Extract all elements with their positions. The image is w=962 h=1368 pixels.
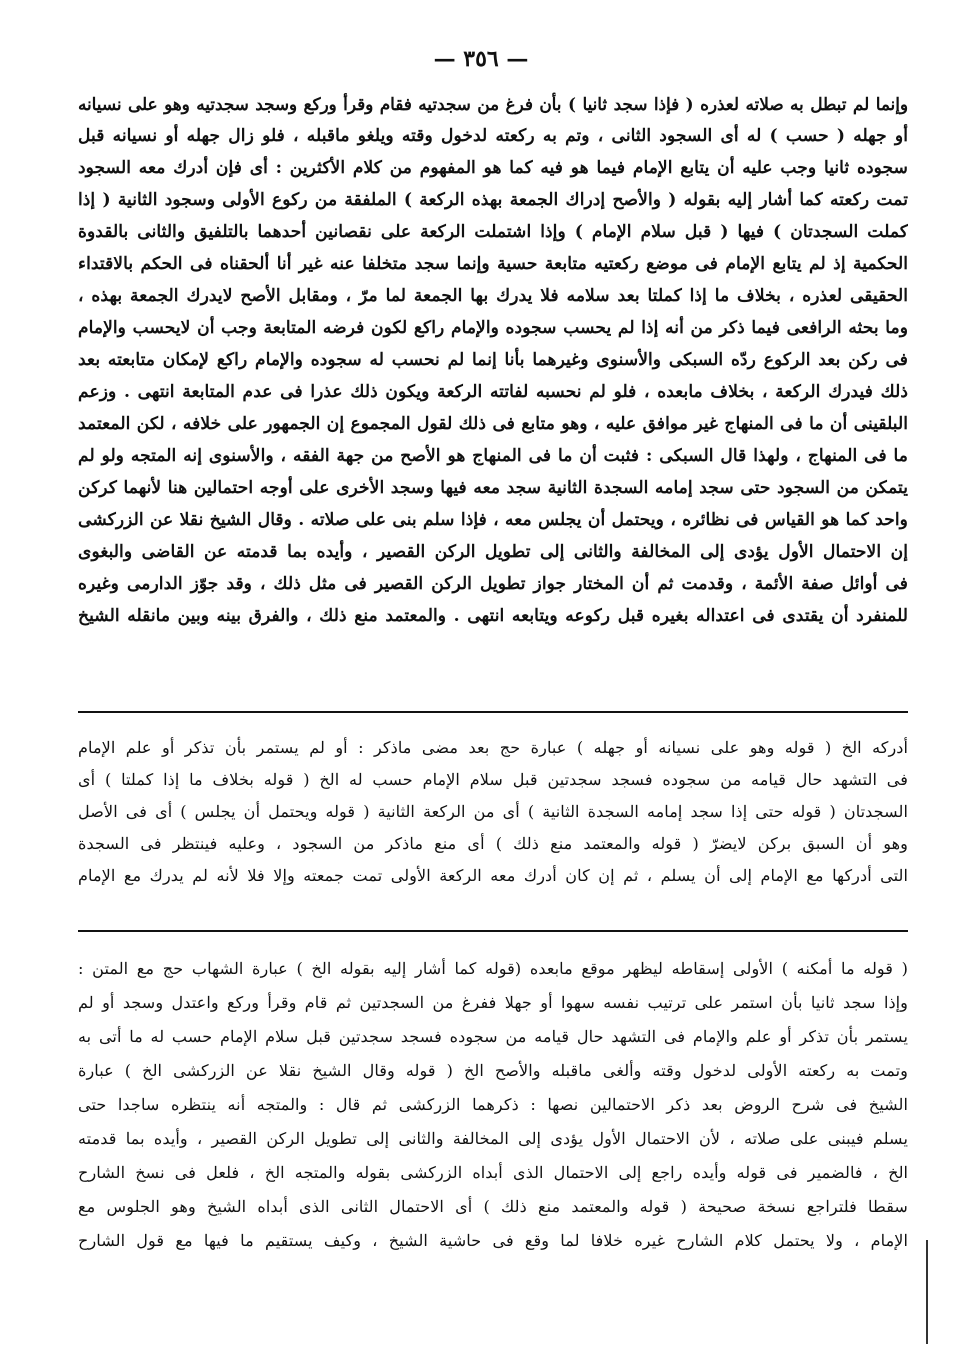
- text-line: إن الاحتمال الأول يؤدى إلى المخالفة والثانى إلى تطويل الركن القصير ، وأيده بما قدمته عن القاضى والبغوى: [78, 542, 908, 562]
- footnote-line: الإمام ، ولا يحتمل كلام الشارح غيره خلافا لما وقع فى حاشية الشيخ ، وكيف يستقيم ما فيها مع قول الشارح: [78, 1231, 908, 1250]
- text-line: فى أوائل صفة الأئمة ، وقدمت ثم أن المختار جواز تطويل الركن القصير فى مثل ذلك ، وقد جوّز الدارمى وغيره: [78, 574, 908, 594]
- footnote-line: الشيخ فى شرح الروض بعد ذكر الاحتمالين نصها : ذكرهما الزركشى ثم قال : والمتجه أنه ينتظره ساجدا حتى: [78, 1095, 908, 1114]
- text-line: تمت ركعته كما أشار إليه بقوله ( والأصح إدراك الجمعة بهذه الركعة ) الملفقة من ركوع الأولى وسجود الثانية ( إذا: [78, 190, 908, 210]
- text-line: كملت السجدتان ) فيها ( قبل سلام الإمام ) وإذا اشتملت الركعة على نقصانين أحدهما بالتلفيق والثانى بالقدوة: [78, 222, 908, 242]
- text-line: للمنفرد أن يقتدى فى اعتداله بغيره قبل ركوعه ويتابعه انتهى . والمعتمد منع ذلك ، والفرق بينه وبين مانقله الشيخ: [78, 606, 908, 626]
- footnote-line: وهو أن السبق بركن لايضرّ ( قوله والمعتمد منع ذلك ) أى منع ماذكر من السجود ، وعليه فينتظر فى السجدة: [78, 834, 908, 853]
- text-line: ما فى المنهاج ، ولهذا قال السبكى : فثبت أن ما فى المنهاج هو الأصح من جهة الفقه ، والأسنوى إنه المتجه ولو لم: [78, 446, 908, 466]
- text-line: الحكمية إذ لم يتابع الإمام فى موضع ركعتيه متابعة حسية وإنما سجد متخلفا عنه غير أنا ألحقناه فى الحكم بالاقتداء: [78, 254, 908, 274]
- main-text: [78, 88, 908, 632]
- footnote-line: سقطا فلتراجع نسخة صحيحة ( قوله والمعتمد منع ذلك ) أى الاحتمال الثانى الذى أبداه الشيخ وهو الجلوس مع: [78, 1197, 908, 1216]
- footnotes-second: [78, 952, 908, 1258]
- text-line: فى ركن بعد الركوع ردّه السبكى والأسنوى وغيرهما بأنا إنما لم نحسب له سجوده والإمام راكع لإمكان متابعته بعد: [78, 350, 908, 370]
- text-line: واحد كما هو القياس فى نظائره ، ويحتمل أن يجلس معه ، فإذا سلم بنى على صلاته . وقال الشيخ نقلا عن الزركشى: [78, 510, 908, 530]
- page-number: — ٣٥٦ —: [433, 46, 529, 72]
- footnote-line: فى التشهد حال قيامه من سجوده فسجد سجدتين قبل سلام الإمام حسب له الخ ( قوله بخلاف ما إذا كملتا ) أى: [78, 770, 908, 789]
- text-line: وما بحثه الرافعى فيما ذكر من أنه إذا لم يحسب سجوده والإمام راكع لكون فرضه المتابعة وجب أن لايحسب والإمام: [78, 318, 908, 338]
- footnote-divider: [78, 711, 908, 713]
- text-line: ذلك فيدرك الركعة ، بخلاف مابعده ، فلو لم نحسبه لفاتته الركعة ويكون ذلك عذرا فى عدم المتابعة انتهى . وزعم: [78, 382, 908, 402]
- footnote-line: أدركه الخ ( قوله وهو على نسيانه أو جهله ) عبارة حج بعد مضى ماذكر : أو لم يستمر بأن تذكر أو علم الإمام: [78, 738, 908, 757]
- footnote-line: الخ ، فالضمير فى قوله وأيده راجع إلى الاحتمال الذى أبداه الزركشى بقوله والمتجه الخ ، فلعل فى نسخ الشارح: [78, 1163, 908, 1182]
- footnote-line: يستمر بأن تذكر أو علم والإمام فى التشهد حال قيامه من سجوده فسجد سجدتين قبل سلام الإمام حسب له ما أتى به: [78, 1027, 908, 1046]
- footnotes-first: [78, 732, 908, 892]
- text-line: سجوده ثانيا وجب عليه أن يتابع الإمام فيما هو فيه كما هو المفهوم من كلام الأكثرين : أى فإن أدرك معه السجود: [78, 158, 908, 178]
- text-line: الحقيقى لعذره ، بخلاف ما إذا كملتا بعد سلامه فلا يدرك بها الجمعة لما مرّ ، ومقابل الأصح لايدرك الجمعة بهذه ،: [78, 286, 908, 306]
- text-line: البلقينى أن ما فى المنهاج غير موافق عليه ، وهو متابع فى ذلك لقول المجموع إن الجمهور على خلافه ، لكن المعتمد: [78, 414, 908, 434]
- footnote-line: ( قوله ما أمكنه ) الأولى إسقاطه ليظهر موقع مابعده (قوله كما أشار إليه بقوله الخ ) عبارة الشهاب حج مع المتن :: [78, 959, 908, 978]
- text-line: أو جهله ( حسب ) له أى السجود الثانى ، وتم به ركعته لدخول وقته ويلغو ماقبله ، فلو زال جهله أو نسيانه قبل: [78, 126, 908, 146]
- text-line: وإنما لم تبطل به صلاته لعذره ( فإذا سجد ثانيا ) بأن فرغ من سجدتيه فقام وقرأ وركع وسجد سجدتيه وهو على نسيانه: [78, 94, 908, 114]
- margin-mark: [926, 1240, 928, 1344]
- footnote-line: السجدتان ( قوله حتى إذا سجد إمامه السجدة الثانية ) أى من الركعة الثانية ( قوله ويحتمل أن يجلس ) أى فى الأصل: [78, 802, 908, 821]
- footnote-line: يسلم فيبنى على صلاته ، لأن الاحتمال الأول يؤدى إلى المخالفة والثانى إلى تطويل الركن القصير ، وأيده بما قدمته: [78, 1129, 908, 1148]
- text-line: يتمكن من السجود حتى سجد إمامه السجدة الثانية سجد معه فيها وسجد الأخرى على أوجه احتمالين هنا لأنهما كركن: [78, 478, 908, 498]
- footnote-line: التى أدركها مع الإمام إلى أن يسلم ، ثم إن كان أدرك معه الركعة الأولى تمت جمعته وإلا فلا لأنه لم يدرك مع الإمام: [78, 866, 908, 885]
- footnote-line: وإذا سجد ثانيا بأن استمر على ترتيب نفسه سهوا أو جهلا ففرغ من السجدتين ثم قام وقرأ وركع واعتدل وسجد أو لم: [78, 993, 908, 1012]
- footnote-line: وتمت به ركعته الأولى لدخول وقته وألغى ماقبله والأصح الخ ( قوله وقال الشيخ نقلا عن الزركشى الخ ) عبارة: [78, 1061, 908, 1080]
- footnote-divider: [78, 930, 908, 932]
